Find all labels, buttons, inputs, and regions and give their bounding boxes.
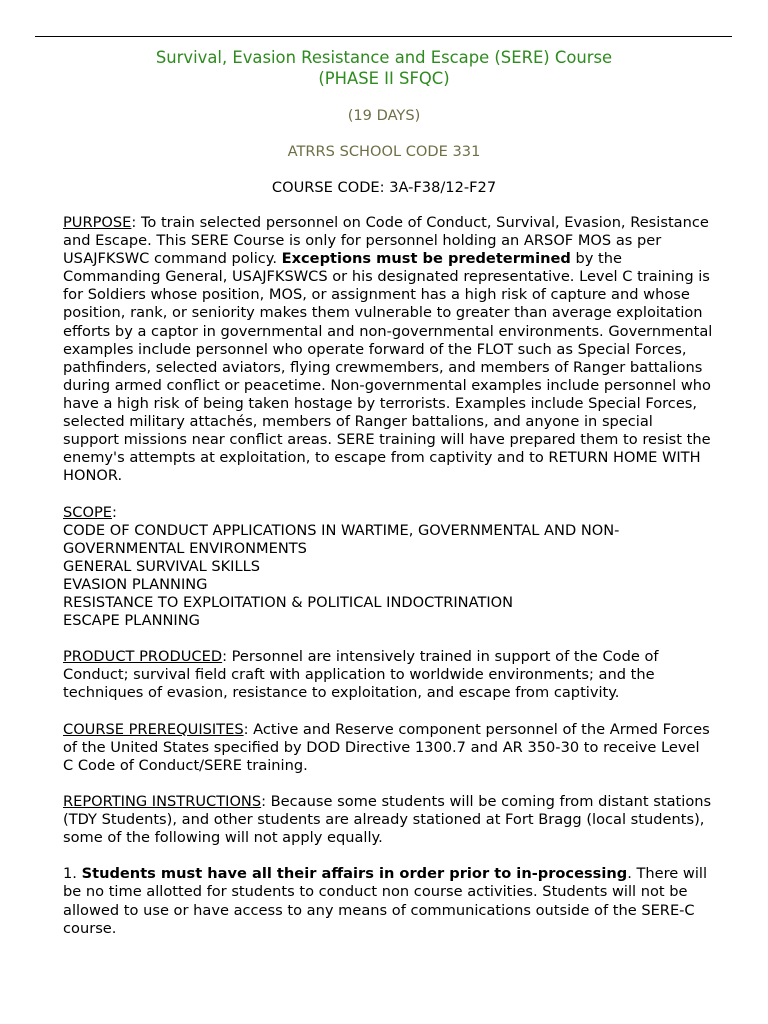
course-duration: (19 DAYS) <box>347 107 421 124</box>
scope-list <box>63 522 713 631</box>
item-1-bold-text: Students must have all their affairs in order prior to in-processing <box>81 865 628 883</box>
document-title <box>0 47 768 89</box>
top-horizontal-rule <box>35 36 732 37</box>
prerequisites-text: : Active and Reserve component personnel of the Armed Forces of the United States specified by DOD Directive 1300.7 and AR 350-30 to receive Level C Code of Conduct/SERE training. <box>63 720 710 774</box>
prerequisites-paragraph <box>63 721 713 775</box>
purpose-text-1: : To train selected personnel on Code of Conduct, Survival, Evasion, Resistance and Escape. This SERE Course is only for personnel holding an ARSOF MOS as per USAJFKSWC command policy. <box>63 214 709 268</box>
item-1-text: . There will be no time allotted for students to conduct non course activities. Students will not be allowed to use or have access to any means of communications outside of the SERE-C course. <box>63 865 708 937</box>
scope-item: CODE OF CONDUCT APPLICATIONS IN WARTIME, GOVERNMENTAL AND NON-GOVERNMENTAL ENVIRONMENTS <box>63 521 620 557</box>
reporting-text: : Because some students will be coming from distant stations (TDY Students), and other students are already stationed at Fort Bragg (local students), some of the following will not apply equally. <box>63 793 712 847</box>
reporting-paragraph <box>63 793 713 847</box>
scope-item: EVASION PLANNING <box>63 575 208 593</box>
document-body <box>63 214 713 956</box>
reporting-heading: REPORTING INSTRUCTIONS <box>63 793 262 810</box>
atrrs-school-code: ATRRS SCHOOL CODE 331 <box>287 143 481 160</box>
instruction-item-1 <box>63 865 713 937</box>
purpose-text-2: by the Commanding General, USAJFKSWCS or his designated representative. Level C training is for Soldiers whose position, MOS, or assignment has a high risk of capture and whose position, rank, or seniority makes them vulnerable to greater than average exploitation efforts by a captor in governmental and non-governmental environments. Governmental examples include personnel who operate forward of the FLOT such as Special Forces, pathfinders, selected aviators, flying crewmembers, and members of Ranger battalions during armed conflict or peacetime. Non-governmental examples include personnel who have a high risk of being taken hostage by terrorists. Examples include Special Forces, selected military attachés, members of Ranger battalions, and anyone in special support missions near conflict areas. SERE training will have prepared them to resist the enemy's attempts at exploitation, to escape from captivity and to RETURN HOME WITH HONOR. <box>63 250 713 485</box>
scope-item: RESISTANCE TO EXPLOITATION & POLITICAL INDOCTRINATION <box>63 593 514 611</box>
scope-heading-line <box>63 504 713 522</box>
purpose-paragraph <box>63 214 713 485</box>
title-line-1: Survival, Evasion Resistance and Escape (SERE) Course <box>155 48 613 67</box>
purpose-bold-text: Exceptions must be predetermined <box>281 250 571 268</box>
scope-heading: SCOPE <box>63 503 112 521</box>
product-text: : Personnel are intensively trained in support of the Code of Conduct; survival field craft with application to worldwide environments; and the techniques of evasion, resistance to exploitation, and escape from captivity. <box>63 648 659 702</box>
item-1-number: 1. <box>63 865 82 883</box>
scope-item: ESCAPE PLANNING <box>63 612 200 630</box>
product-paragraph <box>63 648 713 702</box>
scope-section <box>63 504 713 631</box>
scope-item: GENERAL SURVIVAL SKILLS <box>63 557 261 575</box>
scope-colon: : <box>111 503 117 521</box>
product-heading: PRODUCT PRODUCED <box>63 648 223 666</box>
course-code: COURSE CODE: 3A-F38/12-F27 <box>271 179 497 196</box>
prerequisites-heading: COURSE PREREQUISITES <box>63 720 244 738</box>
title-line-2: (PHASE II SFQC) <box>318 69 450 88</box>
purpose-heading: PURPOSE <box>63 214 132 231</box>
